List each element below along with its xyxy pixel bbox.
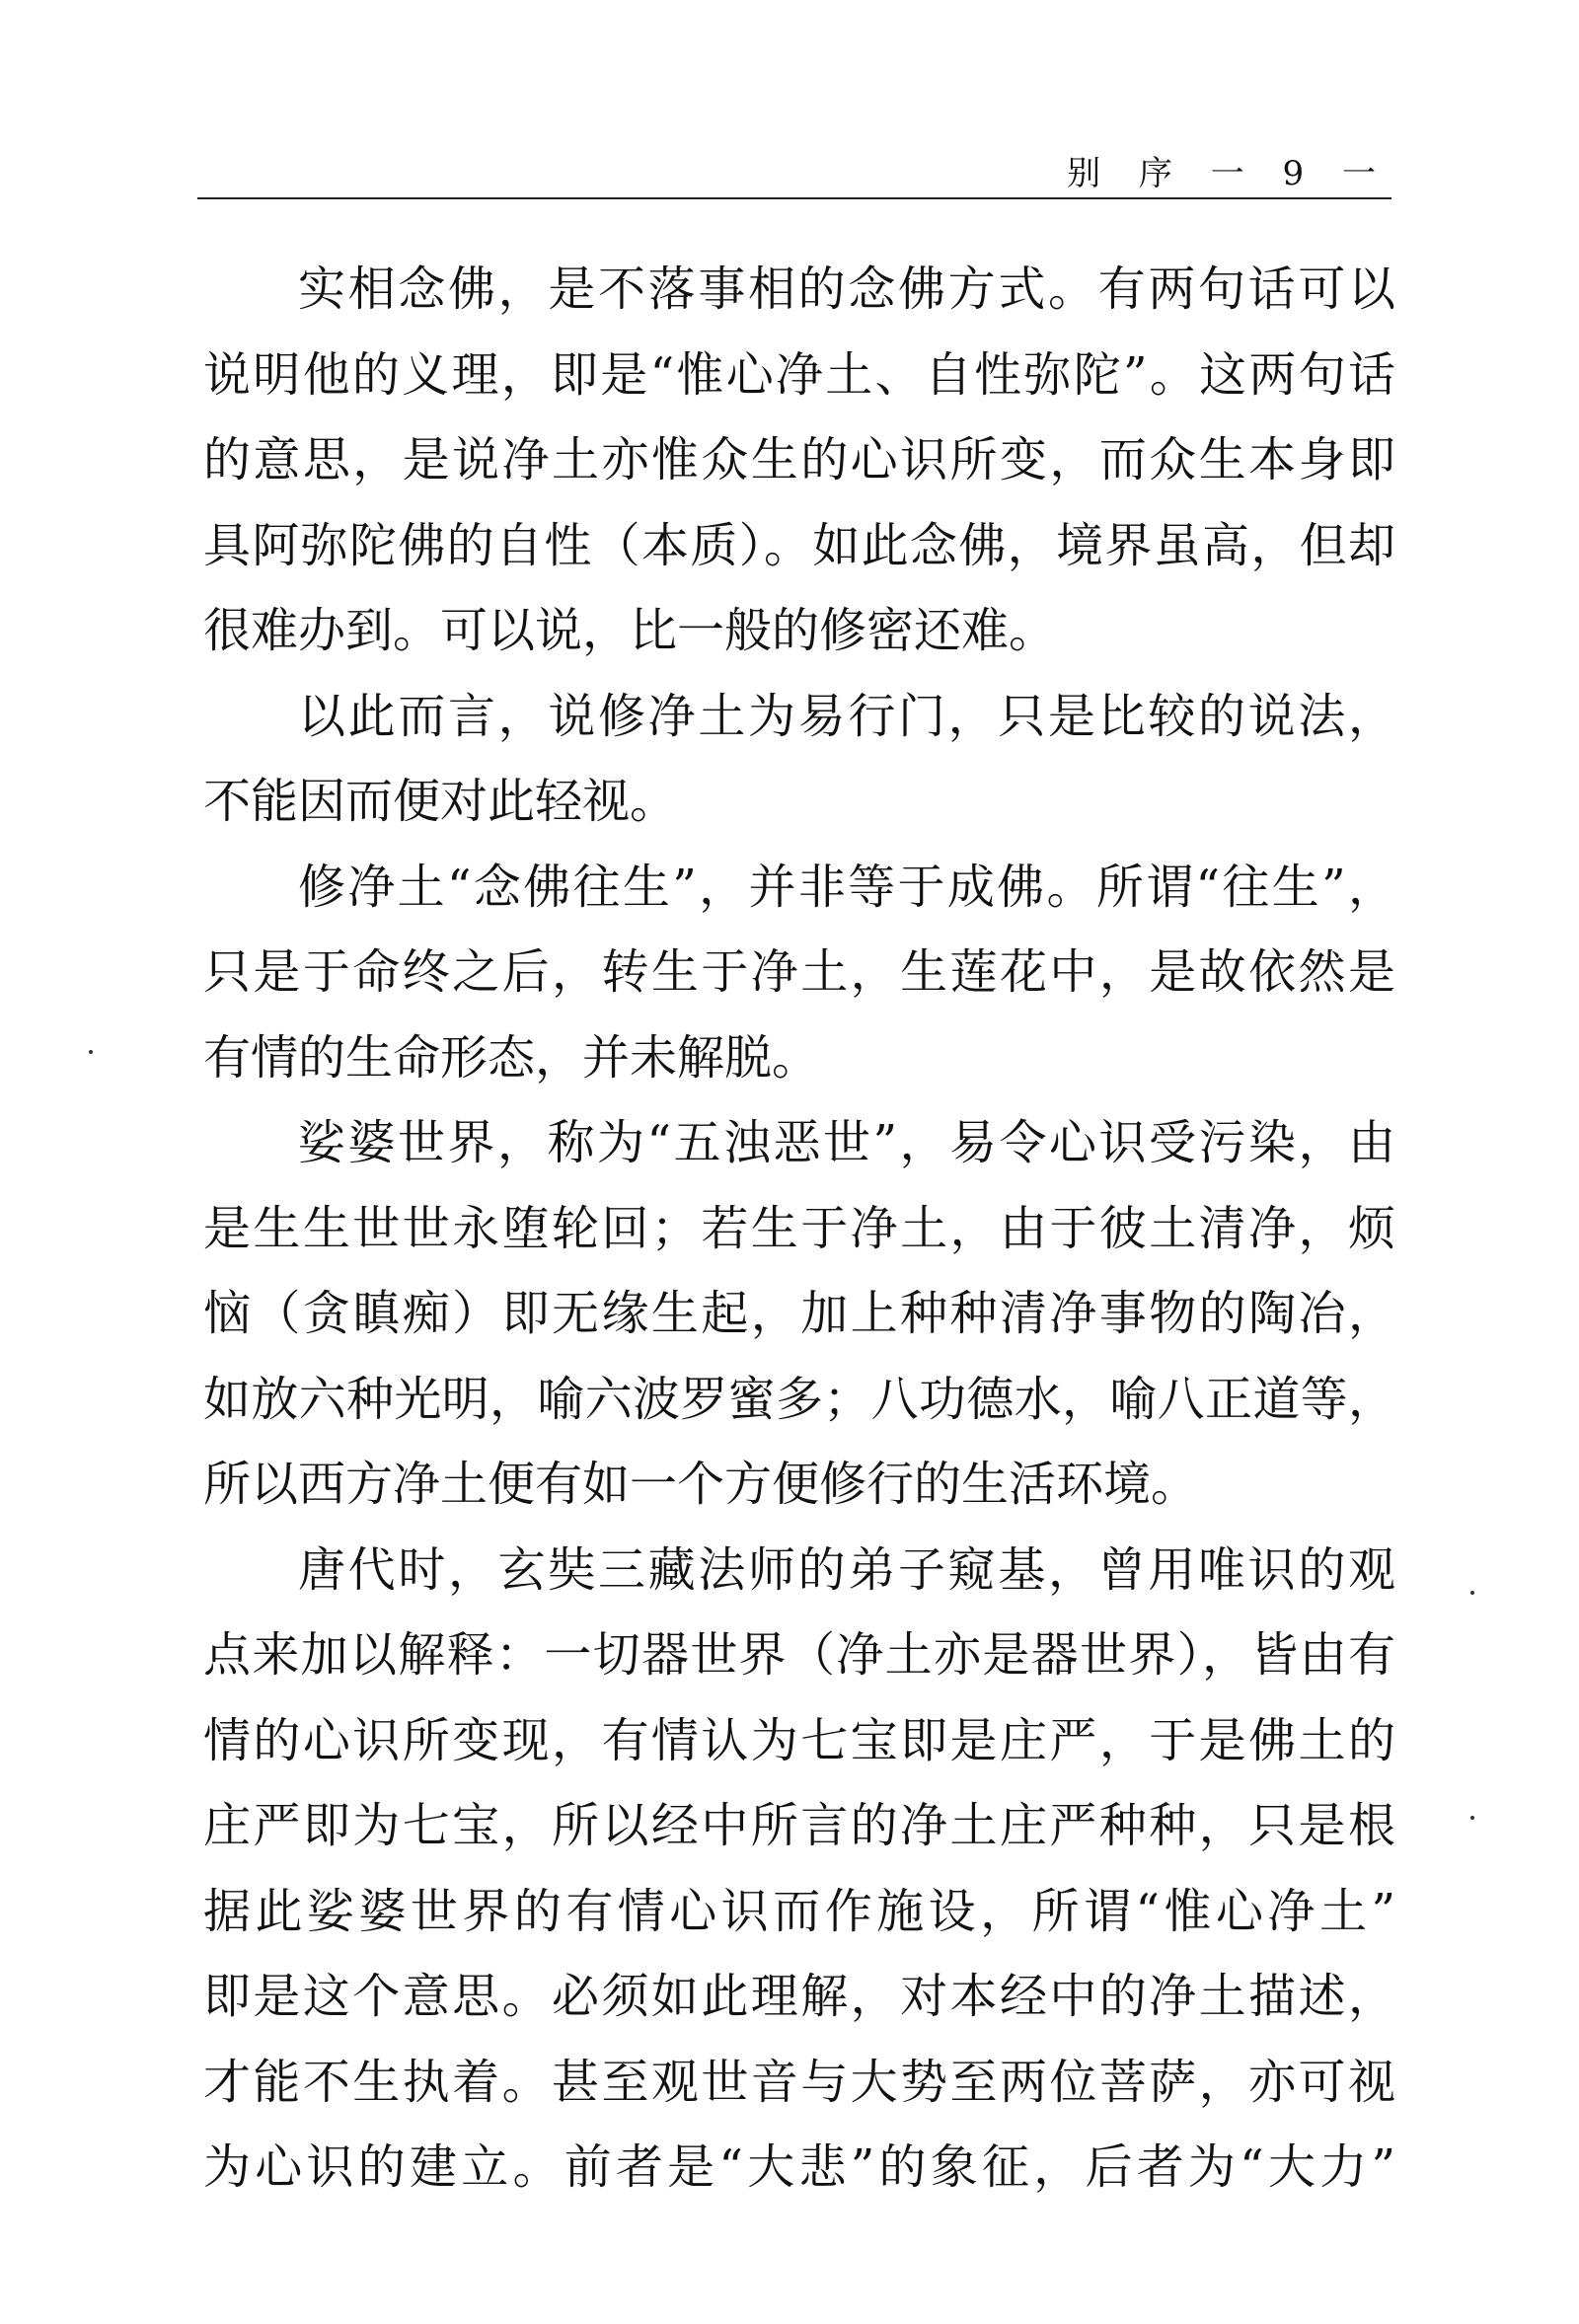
- text-line: 只是于命终之后，转生于净土，生莲花中，是故依然是: [203, 944, 1395, 1000]
- text-line: 修净土“念佛往生”，并非等于成佛。所谓“往生”，: [298, 859, 1395, 915]
- text-line: 以此而言，说修净土为易行门，只是比较的说法，: [298, 688, 1395, 744]
- text-line: 实相念佛，是不落事相的念佛方式。有两句话可以: [298, 262, 1395, 317]
- text-line: 娑婆世界，称为“五浊恶世”，易令心识受污染，由: [298, 1115, 1395, 1170]
- scan-speck: [1470, 1591, 1474, 1595]
- scan-speck: [89, 1050, 93, 1054]
- text-line: 是生生世世永堕轮回；若生于净土，由于彼土清净，烦: [203, 1200, 1395, 1256]
- running-head: 别 序 一 9 一: [1067, 154, 1390, 193]
- text-line: 恼（贪瞋痴）即无缘生起，加上种种清净事物的陶冶，: [203, 1286, 1395, 1341]
- text-line: 很难办到。可以说，比一般的修密还难。: [203, 603, 1057, 658]
- text-line: 说明他的义理，即是“惟心净土、自性弥陀”。这两句话: [203, 346, 1395, 403]
- text-line: 有情的生命形态，并未解脱。: [203, 1029, 820, 1086]
- text-line: 点来加以解释：一切器世界（净土亦是器世界），皆由有: [203, 1627, 1395, 1683]
- body-text: [203, 247, 1395, 2211]
- text-line: 即是这个意思。必须如此理解，对本经中的净土描述，: [203, 1969, 1395, 2024]
- text-line: 如放六种光明，喻六波罗蜜多；八功德水，喻八正道等，: [203, 1371, 1395, 1427]
- text-line: 所以西方净土便有如一个方便修行的生活环境。: [203, 1457, 1199, 1512]
- text-line: 不能因而便对此轻视。: [203, 774, 678, 829]
- text-line: 庄严即为七宝，所以经中所言的净土庄严种种，只是根: [203, 1798, 1395, 1853]
- text-line: 的意思，是说净土亦惟众生的心识所变，而众生本身即: [203, 432, 1395, 487]
- text-line: 情的心识所变现，有情认为七宝即是庄严，于是佛土的: [203, 1712, 1395, 1768]
- header-rule: [197, 197, 1391, 199]
- scan-speck: [1470, 1816, 1474, 1820]
- text-line: 具阿弥陀佛的自性（本质）。如此念佛，境界虽高，但却: [203, 517, 1395, 573]
- text-line: 唐代时，玄奘三藏法师的弟子窥基，曾用唯识的观: [298, 1541, 1395, 1598]
- text-line: 才能不生执着。甚至观世音与大势至两位菩萨，亦可视: [203, 2054, 1395, 2110]
- text-line: 为心识的建立。前者是“大悲”的象征，后者为“大力”: [203, 2139, 1395, 2195]
- text-line: 据此娑婆世界的有情心识而作施设，所谓“惟心净土”: [203, 1883, 1395, 1939]
